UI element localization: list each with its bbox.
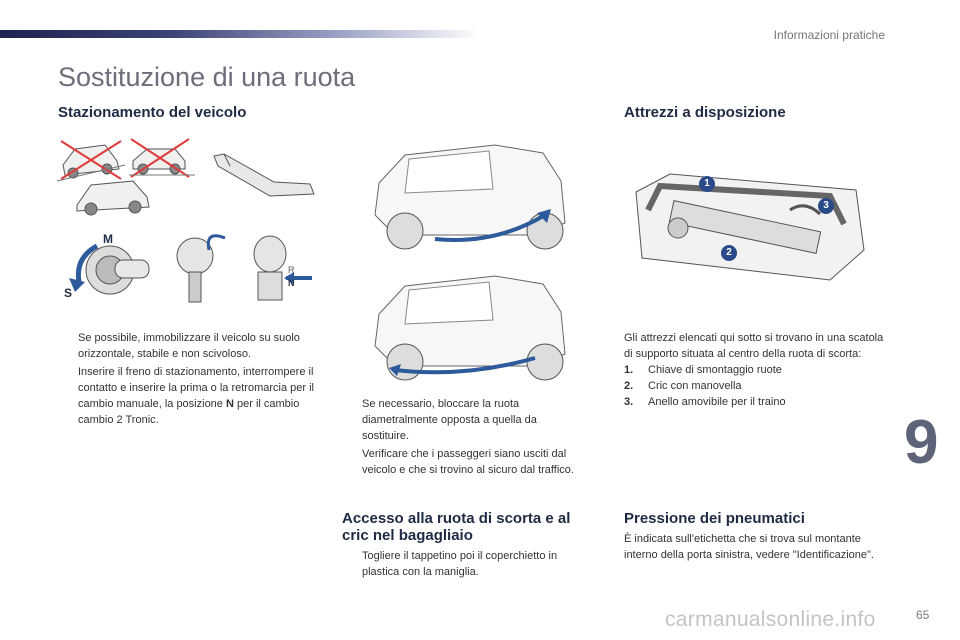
badge-2: 2	[721, 245, 737, 261]
cars-slope-illustration	[55, 135, 215, 220]
chock-instructions	[342, 396, 582, 480]
heading-tire-pressure: Pressione dei pneumatici	[624, 510, 805, 527]
badge-1: 1	[699, 176, 715, 192]
list-item: Se possibile, immobilizzare il veicolo su suolo orizzontale, stabile e non scivoloso.	[58, 330, 318, 362]
list-item: Inserire il freno di stazionamento, interrompere il contatto e inserire la prima o la retromarcia per il cambio manuale, la posizione N per il cambio cambio 2 Tronic.	[58, 364, 318, 428]
list-item: Se necessario, bloccare la ruota diametralmente opposta a quella da sostituire.	[342, 396, 582, 444]
list-item: 2. Cric con manovella	[624, 380, 742, 392]
tools-intro: Gli attrezzi elencati qui sotto si trovano in una scatola di supporto situata al centro della ruota di scorta:	[624, 332, 884, 360]
page-title: Sostituzione di una ruota	[58, 62, 356, 92]
bullet-mark	[342, 548, 362, 580]
bullet-mark	[342, 446, 362, 478]
chapter-number: 9	[904, 408, 939, 477]
tronic-lever-illustration	[240, 232, 320, 307]
section-title: Informazioni pratiche	[773, 28, 885, 42]
bullet-mark	[58, 364, 78, 428]
tire-pressure-text: È indicata sull'etichetta che si trova sul montante interno della porta sinistra, vedere "Identificazione".	[624, 533, 874, 561]
ignition-label-s: S	[64, 286, 73, 300]
spare-access-instructions	[342, 548, 592, 582]
heading-parking: Stazionamento del veicolo	[58, 104, 247, 121]
list-item: Verificare che i passeggeri siano usciti dal veicolo e che si trovino al sicuro dal traffico.	[342, 446, 582, 478]
watermark: carmanualsonline.info	[665, 608, 876, 631]
heading-spare-access: Accesso alla ruota di scorta e al cric nel bagagliaio	[342, 510, 571, 544]
heading-tools: Attrezzi a disposizione	[624, 104, 786, 121]
badge-3: 3	[818, 198, 834, 214]
handbrake-illustration	[210, 150, 320, 205]
parking-instructions	[58, 330, 318, 430]
bullet-mark	[342, 396, 362, 444]
car-front-chock-illustration	[365, 135, 585, 255]
tools-box-illustration	[630, 170, 870, 285]
tronic-label-n: N	[288, 278, 295, 288]
ignition-label-m: M	[103, 232, 113, 246]
tools-text	[624, 330, 886, 410]
tronic-label-r: R	[288, 265, 295, 275]
bullet-mark	[58, 330, 78, 362]
list-item: 1. Chiave di smontaggio ruote	[624, 364, 782, 376]
list-item: Togliere il tappetino poi il coperchietto in plastica con la maniglia.	[342, 548, 592, 580]
page-number: 65	[916, 608, 930, 622]
list-item: 3. Anello amovibile per il traino	[624, 396, 786, 408]
gear-lever-illustration	[165, 232, 235, 307]
header-bar	[0, 30, 480, 38]
car-rear-chock-illustration	[365, 270, 585, 385]
